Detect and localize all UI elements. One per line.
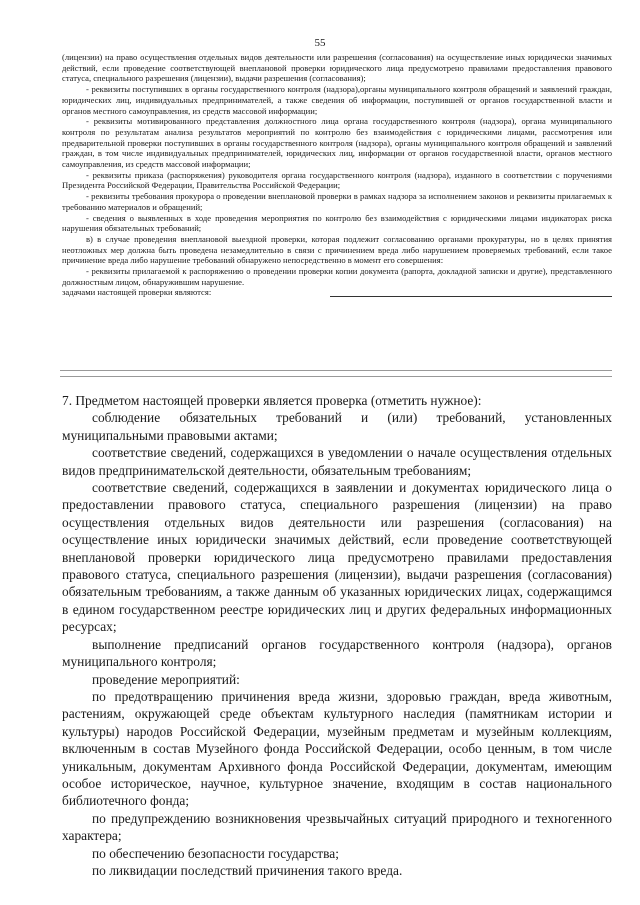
paragraph: соответствие сведений, содержащихся в уведомлении о начале осуществления отдельных видов предпринимательской деятельности, обязательным требованиям; — [62, 445, 612, 478]
lower-section — [62, 392, 612, 879]
paragraph: по предотвращению причинения вреда жизни, здоровью граждан, вреда животным, растениям, окружающей среде объектам культурного наследия (памятникам истории и культуры) народов Российской Федерации, музейным предметам и музейным коллекциям, включенным в состав Музейного фонда Российской Федерации, особо ценным, в том числе уникальным, документам Архивного фонда Российской Федерации, документам, имеющим особое историческое, научное, культурное значение, входящим в состав национального библиотечного фонда; — [62, 688, 612, 809]
page-number: 55 — [314, 37, 326, 49]
paragraph: - реквизиты прилагаемой к распоряжению о проведении проверки копии документа (рапорта, докладной записки и другие), представленного должностным лицом, обнаружившим нарушение. — [62, 266, 612, 287]
paragraph: по обеспечению безопасности государства; — [92, 845, 339, 861]
divider-line — [60, 376, 612, 377]
paragraph: проведение мероприятий: — [92, 671, 240, 687]
section-heading: 7. Предметом настоящей проверки является проверка (отметить нужное): — [62, 393, 482, 408]
paragraph: выполнение предписаний органов государственного контроля (надзора), органов муниципального контроля; — [62, 636, 612, 670]
paragraph: - реквизиты требования прокурора о проведении внеплановой проверки в рамках надзора за исполнением законов и реквизиты прилагаемых к требованию материалов и обращений; — [62, 191, 612, 212]
upper-section — [62, 52, 612, 298]
paragraph: в) в случае проведения внеплановой выездной проверки, которая подлежит согласованию органами прокуратуры, но в целях принятия неотложных мер должна быть проведена незамедлительно в связи с причинением вреда либо нарушением проверяемых требований, если такое причинение вреда либо нарушение требований обнаружено непосредственно в момент его совершения: — [62, 233, 612, 266]
divider-line — [60, 370, 612, 371]
tasks-line — [62, 287, 612, 298]
paragraph: соблюдение обязательных требований и (или) требований, установленных муниципальными правовыми актами; — [62, 410, 612, 443]
tasks-label: задачами настоящей проверки являются: — [62, 287, 212, 298]
paragraph: по предупреждению возникновения чрезвычайных ситуаций природного и техногенного характера; — [62, 810, 612, 844]
tasks-underline — [330, 296, 612, 297]
paragraph: - реквизиты поступивших в органы государственного контроля (надзора),органы муниципального контроля обращений и заявлений граждан, юридических лиц, индивидуальных предпринимателей, а также сведения об информации, поступившей от органов государственной власти и органов местного самоуправления, из средств массовой информации; — [62, 84, 612, 116]
paragraph: соответствие сведений, содержащихся в заявлении и документах юридического лица о предоставлении правового статуса, специального разрешения (лицензии) на право осуществления отдельных видов деятельности или разрешения (согласования) на осуществление иных юридически значимых действий, если проведение соответствующей внеплановой проверки юридического лица предусмотрено правилами предоставления правового статуса, специального разрешения (лицензии), выдачи разрешения (согласования) обязательным требованиям, а также данным об указанных юридических лицах, содержащимся в едином государственном реестре юридических лиц и других федеральных информационных ресурсах; — [62, 480, 612, 635]
paragraph: - сведения о выявленных в ходе проведения мероприятия по контролю без взаимодействия с юридическими лицами индикаторах риска нарушения обязательных требований; — [62, 212, 612, 234]
paragraph: (лицензии) на право осуществления отдельных видов деятельности или разрешения (согласования) на осуществление иных юридически значимых действий, если проведение соответствующей внеплановой проверки юридического лица предусмотрено правилами предоставления правового статуса, специального разрешения (лицензии), выдачи разрешения (согласования); — [62, 52, 612, 84]
paragraph: по ликвидации последствий причинения такого вреда. — [92, 862, 403, 878]
paragraph: - реквизиты приказа (распоряжения) руководителя органа государственного контроля (надзора), изданного в соответствии с поручениями Президента Российской Федерации, Правительства Российской Федерации; — [62, 169, 612, 191]
paragraph: - реквизиты мотивированного представления должностного лица органа государственного контроля (надзора), органа муниципального контроля по результатам анализа результатов мероприятий по контролю без взаимодействия с юридическими лицами, рассмотрения или предварительной проверки поступивших в органы государственного контроля (надзора), органы муниципального контроля обращений и заявлений граждан, в том числе индивидуальных предпринимателей, юридических лиц, информации от органов государственной власти, органов местного самоуправления, из средств массовой информации; — [62, 116, 612, 170]
